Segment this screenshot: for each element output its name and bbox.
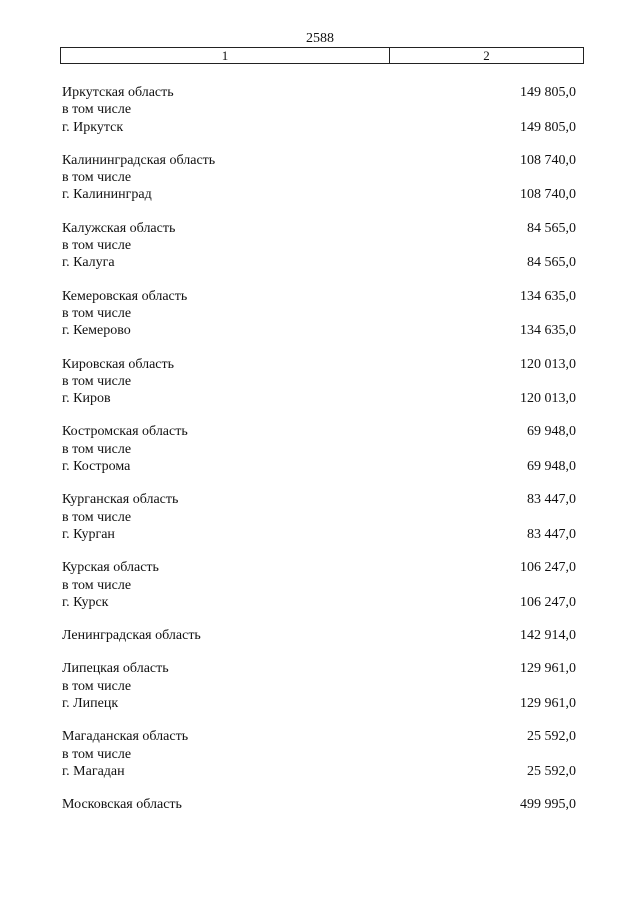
region-row [62,84,576,101]
region-value: 134 635,0 [520,288,576,304]
column-header-2: 2 [390,48,584,64]
city-value: 149 805,0 [520,119,576,135]
including-label: в том числе [62,746,132,762]
city-value: 25 592,0 [527,763,576,779]
city-name: г. Кемерово [62,323,131,339]
region-row [62,559,576,576]
region-row [62,796,576,813]
including-label-row [62,305,576,322]
region-entry [62,559,576,611]
region-row [62,728,576,745]
region-row [62,627,576,644]
region-value: 129 961,0 [520,661,576,677]
city-row [62,254,576,271]
region-entry [62,84,576,136]
city-value: 69 948,0 [527,459,576,475]
city-value: 120 013,0 [520,391,576,407]
city-row [62,322,576,339]
region-row [62,356,576,373]
region-entry [62,288,576,340]
city-name: г. Магадан [62,763,125,779]
including-label-row [62,101,576,118]
city-row [62,458,576,475]
including-label-row [62,373,576,390]
region-row [62,152,576,169]
region-name: Калужская область [62,220,176,236]
including-label: в том числе [62,373,132,389]
region-value: 106 247,0 [520,560,576,576]
region-value: 120 013,0 [520,356,576,372]
including-label: в том числе [62,577,132,593]
region-value: 142 914,0 [520,628,576,644]
region-entry [62,627,576,644]
region-entry [62,152,576,204]
region-entry [62,728,576,780]
including-label: в том числе [62,678,132,694]
city-row [62,119,576,136]
including-label: в том числе [62,238,132,254]
region-row [62,660,576,677]
city-row [62,763,576,780]
column-header-1: 1 [61,48,390,64]
city-value: 84 565,0 [527,255,576,271]
region-value: 499 995,0 [520,797,576,813]
including-label-row [62,509,576,526]
region-row [62,220,576,237]
region-name: Кировская область [62,356,175,372]
region-name: Курская область [62,560,159,576]
region-name: Иркутская область [62,85,174,100]
region-value: 149 805,0 [520,85,576,100]
page-number: 2588 [306,31,334,46]
city-row [62,526,576,543]
region-name: Костромская область [62,424,188,440]
city-row [62,695,576,712]
city-name: г. Курган [62,526,115,542]
including-label-row [62,237,576,254]
region-row [62,491,576,508]
city-value: 83 447,0 [527,526,576,542]
city-name: г. Липецк [62,696,119,712]
region-name: Кемеровская область [62,288,188,304]
city-row [62,594,576,611]
region-value: 84 565,0 [527,220,576,236]
city-name: г. Кострома [62,459,131,475]
including-label: в том числе [62,441,132,457]
region-name: Московская область [62,797,182,813]
region-entry [62,220,576,272]
including-label: в том числе [62,102,132,118]
region-list [62,84,576,830]
including-label-row [62,678,576,695]
city-row [62,186,576,203]
region-entry [62,423,576,475]
region-entry [62,796,576,813]
region-value: 25 592,0 [527,729,576,745]
including-label-row [62,746,576,763]
region-value: 108 740,0 [520,152,576,168]
region-name: Калининградская область [62,152,216,168]
city-name: г. Курск [62,594,109,610]
region-value: 83 447,0 [527,492,576,508]
region-name: Курганская область [62,492,179,508]
including-label: в том числе [62,509,132,525]
including-label: в том числе [62,305,132,321]
region-name: Липецкая область [62,661,169,677]
city-name: г. Иркутск [62,119,124,135]
including-label: в том числе [62,170,132,186]
region-row [62,288,576,305]
region-entry [62,660,576,712]
city-value: 134 635,0 [520,323,576,339]
city-name: г. Киров [62,391,111,407]
city-value: 108 740,0 [520,187,576,203]
region-entry [62,356,576,408]
city-value: 106 247,0 [520,594,576,610]
region-entry [62,491,576,543]
city-row [62,390,576,407]
region-name: Магаданская область [62,729,189,745]
including-label-row [62,577,576,594]
city-name: г. Калуга [62,255,115,271]
including-label-row [62,169,576,186]
including-label-row [62,441,576,458]
city-value: 129 961,0 [520,696,576,712]
city-name: г. Калининград [62,187,152,203]
column-header-table [60,47,584,64]
region-value: 69 948,0 [527,424,576,440]
region-row [62,423,576,440]
region-name: Ленинградская область [62,628,201,644]
